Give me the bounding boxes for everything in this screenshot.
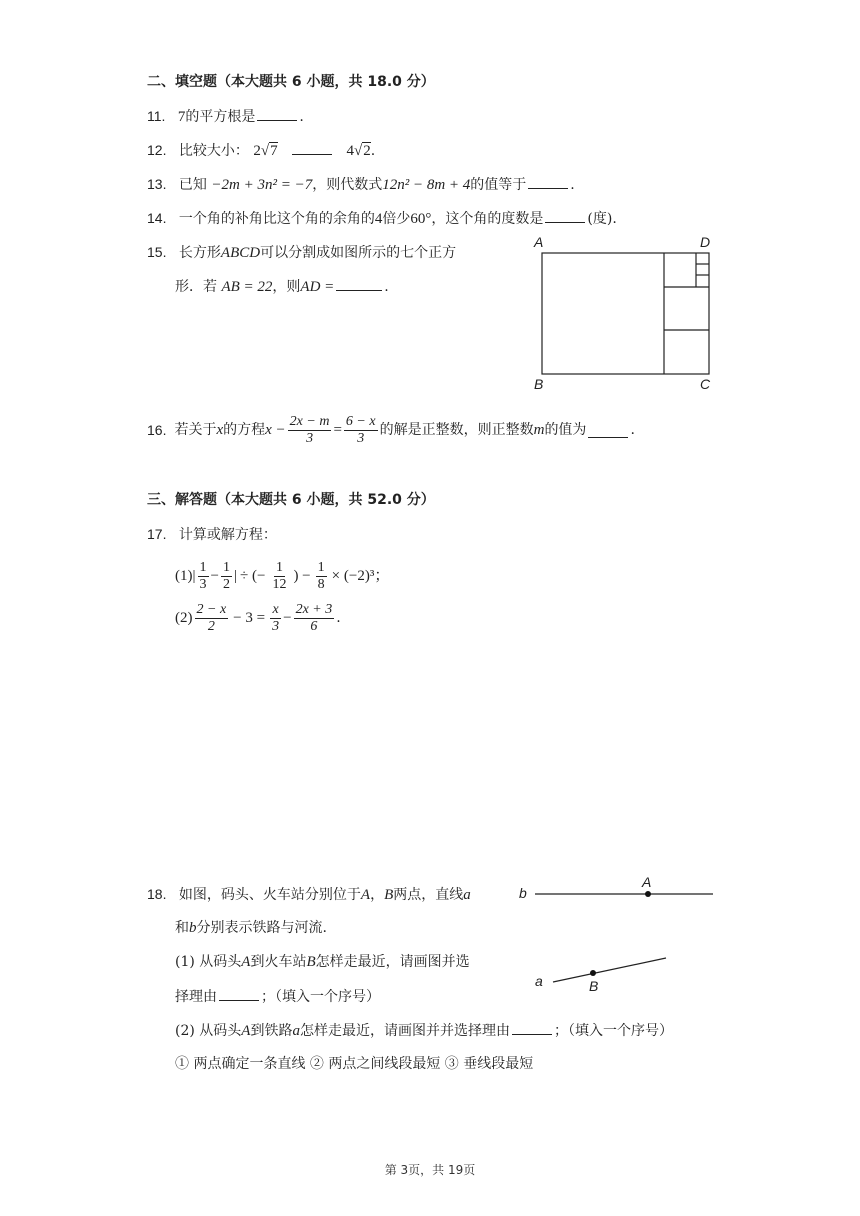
label-B: B xyxy=(534,376,544,392)
question-text: 比较大小： xyxy=(178,143,249,159)
question-text: 已知 xyxy=(178,177,207,193)
period: . xyxy=(570,177,575,193)
period: . xyxy=(299,109,304,125)
math-fraction: $\frac{1}{12}$ xyxy=(272,559,287,592)
question-text: 若关于 xyxy=(174,422,217,438)
question-text: 择理由 xyxy=(175,989,217,1005)
question-text: 倍少 xyxy=(382,211,411,227)
math-fraction: $\frac{6 - x}{3}$ xyxy=(345,413,376,446)
question-text: 的值为 xyxy=(544,422,587,438)
math-operator: − xyxy=(283,610,292,626)
question-text: 的解是正整数，则正整数 xyxy=(379,422,534,438)
math-number: 7 xyxy=(177,109,186,125)
question-number: 17. xyxy=(147,526,167,542)
math-equals: = xyxy=(333,422,342,438)
math-degree: 60° xyxy=(410,211,432,227)
question-text: ；（填入一个序号） xyxy=(261,989,380,1005)
question-text: 到火车站 xyxy=(250,954,307,970)
period: . xyxy=(384,279,389,295)
label-a: a xyxy=(535,973,543,989)
math-var: a xyxy=(463,887,471,903)
question-17 xyxy=(147,524,277,545)
question-text: ，则 xyxy=(272,279,301,295)
math-var: B xyxy=(306,954,316,970)
question-18-line-1 xyxy=(147,884,471,905)
point-B xyxy=(590,970,596,976)
question-text: 的值等于 xyxy=(470,177,527,193)
part-label: (1) xyxy=(175,568,193,584)
math-radicand-left: 7 xyxy=(270,143,278,159)
question-number: 11. xyxy=(147,108,166,124)
math-fraction: $\frac{2x + 3}{6}$ xyxy=(295,601,333,634)
question-text: ， xyxy=(370,887,385,903)
question-text: 计算或解方程： xyxy=(178,527,277,543)
question-number: 18. xyxy=(147,886,167,902)
question-18-part-2 xyxy=(175,1020,673,1041)
math-operator: ÷ (− xyxy=(240,568,266,584)
answer-blank[interactable] xyxy=(292,140,332,155)
question-text: 一个角的补角比这个角的余角的 xyxy=(178,211,375,227)
section-title-fill-in: 二、填空题（本大题共 6 小题，共 18.0 分） xyxy=(147,74,435,90)
answer-blank[interactable] xyxy=(545,208,585,223)
answer-blank[interactable] xyxy=(528,174,568,189)
question-16 xyxy=(147,410,635,450)
rect-ABCD xyxy=(542,253,709,374)
answer-blank[interactable] xyxy=(336,276,382,291)
question-17-part-2 xyxy=(175,598,341,638)
question-number: 12. xyxy=(147,142,167,158)
math-operator: − 3 = xyxy=(233,610,266,626)
question-number: 14. xyxy=(147,210,167,226)
label-D: D xyxy=(700,234,711,250)
math-coef-right: 4 xyxy=(346,143,355,159)
question-15-line-1 xyxy=(147,242,456,263)
label-A: A xyxy=(642,874,652,890)
question-18-options: ① 两点确定一条直线 ② 两点之间线段最短 ③ 垂线段最短 xyxy=(175,1056,534,1072)
answer-blank[interactable] xyxy=(257,106,297,121)
point-A xyxy=(645,891,651,897)
question-number: 15. xyxy=(147,244,167,260)
section-title-solutions: 三、解答题（本大题共 6 小题，共 52.0 分） xyxy=(147,492,435,508)
question-11 xyxy=(147,106,304,127)
math-operator: ) − xyxy=(293,568,311,584)
math-operator: − xyxy=(210,568,219,584)
math-expression: 12n² − 8m + 4 xyxy=(382,177,471,193)
math-var: A xyxy=(241,954,251,970)
math-number: 4 xyxy=(374,211,383,227)
math-var: x xyxy=(216,422,224,438)
question-text: 怎样走最近，请画图并并选择理由 xyxy=(299,1023,510,1039)
question-text: 的方程 xyxy=(223,422,266,438)
period: . xyxy=(630,422,635,438)
question-text: 可以分割成如图所示的七个正方 xyxy=(260,245,457,261)
question-12: 12. 比较大小： 2√7 4√2. xyxy=(147,142,376,159)
math-tail: × (−2)³； xyxy=(331,568,390,584)
math-fraction: $\frac{1}{2}$ xyxy=(222,559,230,592)
question-text: 怎样走最近，请画图并选 xyxy=(315,954,470,970)
math-equation: −2m + 3n² = −7 xyxy=(211,177,313,193)
question-number: 13. xyxy=(147,176,167,192)
question-13 xyxy=(147,174,575,195)
question-number: 16. xyxy=(147,422,167,438)
math-lhs: x − xyxy=(265,422,286,438)
question-text: ，这个角的度数是 xyxy=(431,211,544,227)
answer-blank[interactable] xyxy=(588,423,628,438)
page-footer: 第 3页，共 19页 xyxy=(384,1163,476,1177)
math-fraction: $\frac{1}{3}$ xyxy=(199,559,207,592)
math-var: B xyxy=(384,887,394,903)
math-coef-left: 2 xyxy=(253,143,261,159)
question-text: 和 xyxy=(175,920,189,936)
label-C: C xyxy=(700,376,711,392)
label-b: b xyxy=(519,885,527,901)
math-rect-name: ABCD xyxy=(220,245,261,261)
period: . xyxy=(612,211,617,227)
question-text: 到铁路 xyxy=(250,1023,293,1039)
question-text: (2) 从码头 xyxy=(175,1023,242,1039)
label-B: B xyxy=(589,978,599,994)
railway-river-figure xyxy=(515,872,720,994)
math-fraction: $\frac{2 - x}{2}$ xyxy=(196,601,227,634)
question-18-line-2 xyxy=(175,918,327,938)
rectangle-figure xyxy=(530,232,720,394)
line-a xyxy=(553,958,666,982)
math-var: A xyxy=(360,887,371,903)
period: . xyxy=(370,143,376,159)
answer-blank[interactable] xyxy=(512,1020,552,1035)
question-text: ；（填入一个序号） xyxy=(553,1023,673,1039)
period: . xyxy=(336,610,341,626)
math-condition: AB = 22 xyxy=(221,279,273,295)
question-text: 分别表示铁路与河流. xyxy=(196,920,327,936)
question-text: (1) 从码头 xyxy=(175,954,242,970)
question-text: 如图，码头、火车站分别位于 xyxy=(178,887,361,903)
question-text: 形．若 xyxy=(175,279,217,295)
part-label: (2) xyxy=(175,610,193,626)
question-text: ，则代数式 xyxy=(312,177,383,193)
math-var: b xyxy=(189,920,197,936)
question-18-part-1 xyxy=(175,952,470,972)
label-A: A xyxy=(534,234,544,250)
question-text: 长方形 xyxy=(178,245,221,261)
unit-label: (度) xyxy=(587,211,613,227)
answer-blank[interactable] xyxy=(219,986,259,1001)
math-fraction: $\frac{2x - m}{3}$ xyxy=(289,413,330,446)
question-18-part-1-cont xyxy=(175,986,380,1007)
math-ask: AD = xyxy=(300,279,335,295)
question-text: 两点，直线 xyxy=(393,887,464,903)
math-radicand-right: 2 xyxy=(363,143,371,159)
question-14 xyxy=(147,208,617,229)
question-text: 的平方根是 xyxy=(185,109,256,125)
question-15-line-2 xyxy=(175,276,389,297)
math-fraction: $\frac{x}{3}$ xyxy=(272,601,280,634)
math-var: a xyxy=(292,1023,300,1039)
math-var: m xyxy=(533,422,545,438)
math-var: A xyxy=(241,1023,251,1039)
math-fraction: $\frac{1}{8}$ xyxy=(317,559,325,592)
question-17-part-1: (1) | $\frac{1}{3}$ − $\frac{1}{2}$ | ÷ (− $\frac{1}{12}$ ) − $\frac{1}{8}$ × (−2)³； xyxy=(175,559,390,592)
